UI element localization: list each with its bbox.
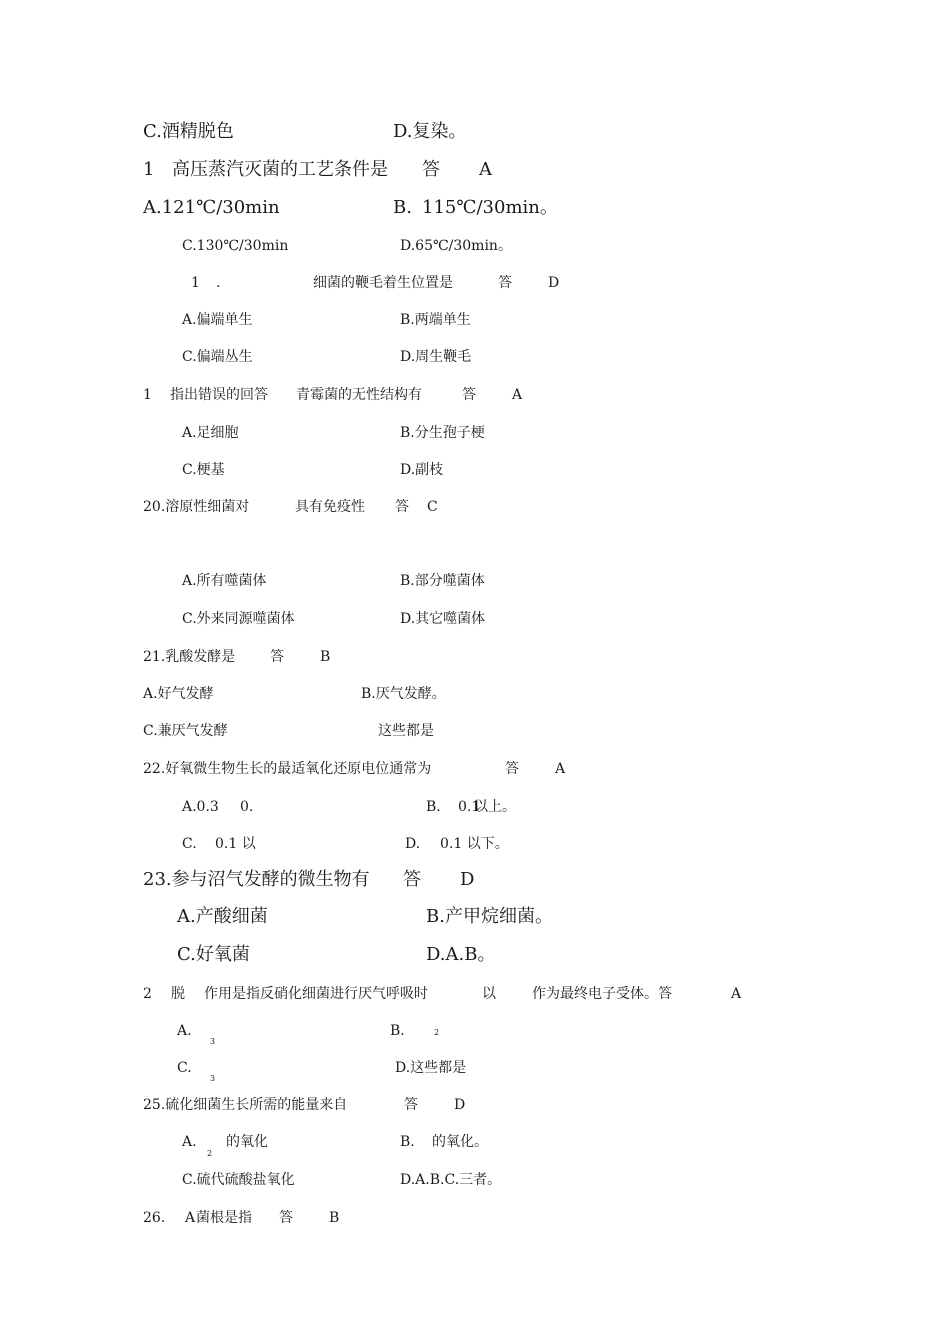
option-a-label: A. — [177, 1023, 192, 1039]
question-number: 1 — [143, 159, 155, 180]
option-c: C.130℃/30min — [182, 238, 289, 254]
option-a: A.所有噬菌体 — [182, 573, 267, 589]
option-c: C.好氧菌 — [177, 944, 250, 965]
option-a: A.足细胞 — [182, 425, 239, 441]
answer-label: 答 — [279, 1210, 293, 1226]
option-a-label: A.0.3 — [182, 799, 219, 815]
question-text-denitrification: 作用是指反硝化细菌进行厌气呼吸时 — [204, 986, 428, 1002]
option-b-label: B. — [390, 1023, 405, 1039]
answer-label: 答 — [270, 649, 284, 665]
subscript: 2 — [207, 1149, 213, 1158]
question-text-with: 以 — [482, 986, 496, 1002]
question-text-immunity: 具有免疫性 — [295, 499, 365, 515]
option-b: B.分生孢子梗 — [400, 425, 485, 441]
option-c-label: C. — [182, 836, 197, 852]
option-a: A.好气发酵 — [143, 686, 214, 702]
question-text-flagella: 细菌的鞭毛着生位置是 — [313, 275, 453, 291]
answer-label: 答 — [403, 869, 421, 890]
option-b-label: B. — [400, 1134, 415, 1150]
question-text-a: A — [185, 1210, 196, 1226]
question-number: 26. — [143, 1210, 166, 1226]
answer-value: A — [555, 761, 566, 777]
option-d: D.副枝 — [400, 462, 444, 478]
option-b: B.厌气发酵。 — [361, 686, 446, 702]
option-c: C.梗基 — [182, 462, 225, 478]
option-a-text: 的氧化 — [226, 1134, 268, 1150]
option-d-label: D. — [405, 836, 421, 852]
option-b-suffix: 以上。 — [474, 799, 516, 815]
option-a: A.产酸细菌 — [177, 906, 268, 927]
option-b: B.两端单生 — [400, 312, 471, 328]
answer-value: A — [479, 159, 492, 180]
question-text-penicillium: 青霉菌的无性结构有 — [296, 387, 422, 403]
answer-label: 答 — [404, 1097, 418, 1113]
option-d: D.A.B。 — [426, 944, 496, 965]
subscript: 3 — [210, 1037, 216, 1046]
option-b: B.部分噬菌体 — [400, 573, 485, 589]
option-d: D.这些都是 — [395, 1060, 467, 1076]
option-d-value: 0.1 以下。 — [440, 836, 509, 852]
question-text-acceptor: 作为最终电子受体。答 — [532, 986, 672, 1002]
option-c: C.兼厌气发酵 — [143, 723, 228, 739]
answer-label: 答 — [462, 387, 476, 403]
option-b-text: 的氧化。 — [432, 1134, 488, 1150]
answer-label: 答 — [498, 275, 512, 291]
option-b-label: B. — [393, 197, 412, 218]
option-d: D.周生鞭毛 — [400, 349, 472, 365]
answer-value: A — [512, 387, 523, 403]
question-dot: . — [216, 275, 221, 291]
option-a: A.偏端单生 — [182, 312, 253, 328]
answer-label: 答 — [505, 761, 519, 777]
answer-value: B — [320, 649, 331, 665]
question-text-biogas: 23.参与沼气发酵的微生物有 — [143, 869, 370, 890]
option-c: C.外来同源噬菌体 — [182, 611, 295, 627]
question-text-wrong-answer: 指出错误的回答 — [170, 387, 268, 403]
answer-value: D — [548, 275, 560, 291]
answer-value: D — [460, 869, 475, 890]
subscript: 3 — [210, 1074, 216, 1083]
option-a-value: 0. — [240, 799, 254, 815]
question-text-lactic: 21.乳酸发酵是 — [143, 649, 236, 665]
option-a-label: A. — [182, 1134, 197, 1150]
option-b: B.产甲烷细菌。 — [426, 906, 553, 927]
question-text-autoclave: 高压蒸汽灭菌的工艺条件是 — [172, 159, 388, 180]
option-b-label: B. — [426, 799, 441, 815]
question-number: 2 — [143, 986, 152, 1002]
option-d: D.A.B.C.三者。 — [400, 1172, 502, 1188]
option-c-value: 0.1 以 — [215, 836, 256, 852]
question-number: 1 — [191, 275, 200, 291]
option-c: C.偏端丛生 — [182, 349, 253, 365]
option-b: 115℃/30min。 — [422, 197, 558, 218]
question-text-de: 脱 — [171, 986, 185, 1002]
subscript: 2 — [434, 1028, 440, 1037]
question-text-mycorrhiza: 菌根是指 — [196, 1210, 252, 1226]
option-d: 这些都是 — [378, 723, 434, 739]
question-text-lysogenic: 20.溶原性细菌对 — [143, 499, 250, 515]
option-c: C.硫代硫酸盐氧化 — [182, 1172, 295, 1188]
option-a: A.121℃/30min — [143, 197, 280, 218]
option-c-label: C. — [177, 1060, 192, 1076]
answer-label: 答 — [395, 499, 409, 515]
option-d: D.65℃/30min。 — [400, 238, 512, 254]
answer-value: B — [329, 1210, 340, 1226]
option-d-counterstain: D.复染。 — [393, 121, 467, 142]
answer-value: C — [427, 499, 438, 515]
answer-value: D — [454, 1097, 466, 1113]
answer-label: 答 — [422, 159, 440, 180]
question-text-sulfur: 25.硫化细菌生长所需的能量来自 — [143, 1097, 348, 1113]
question-number: 1 — [143, 387, 152, 403]
answer-value: A — [731, 986, 742, 1002]
question-text-redox: 22.好氧微生物生长的最适氧化还原电位通常为 — [143, 761, 432, 777]
option-d: D.其它噬菌体 — [400, 611, 486, 627]
option-b-value: 0.1 — [458, 799, 481, 815]
option-c-alcohol-decolor: C.酒精脱色 — [143, 121, 234, 142]
